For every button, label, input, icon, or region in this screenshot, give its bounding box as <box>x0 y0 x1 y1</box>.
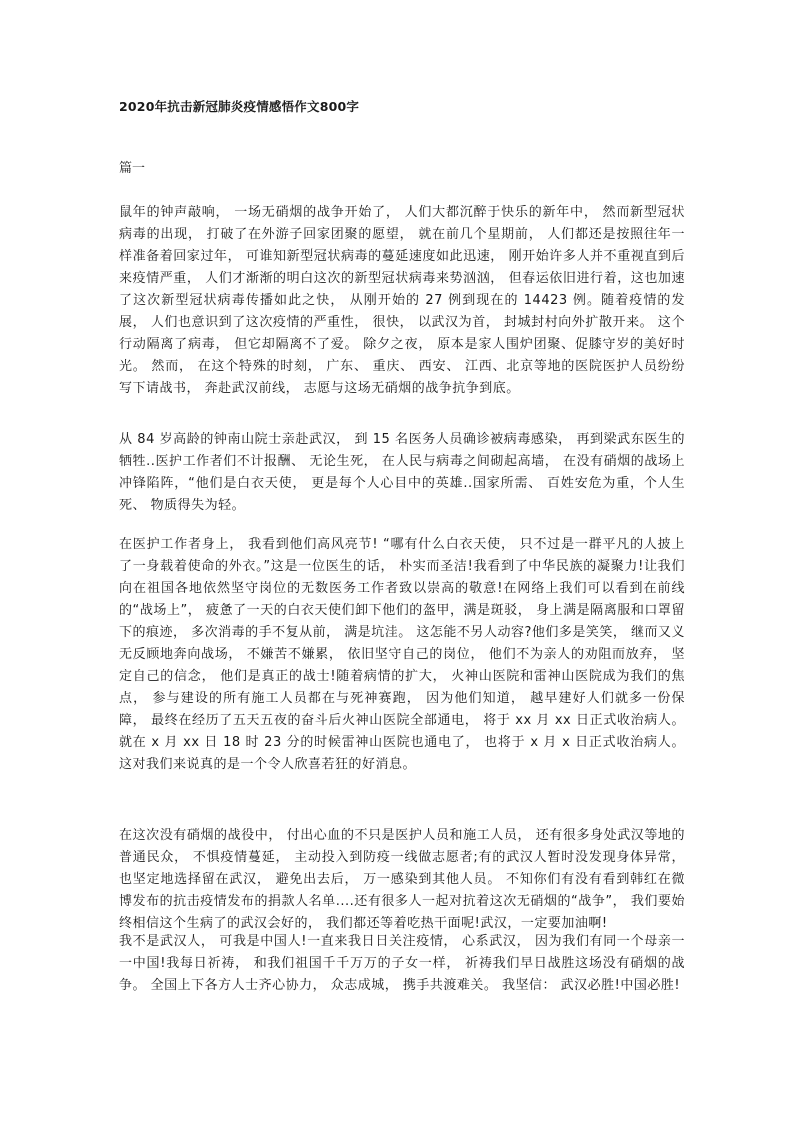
paragraph-4: 在这次没有硝烟的战役中， 付出心血的不只是医护人员和施工人员， 还有很多身处武汉等地的普通民众， 不惧疫情蔓延， 主动投入到防疫一线做志愿者;有的武汉人暂时没发现身体异常， 也坚定地选择留在武汉， 避免出去后， 万一感染到其他人员。 不知你们有没有看到韩红在微博发布的抗击疫情发布的捐款人名单....还有很多人一起对抗着这次无硝烟的“战争”， 我们要始终相信这个生病了的武汉会好的， 我们都还等着吃热干面呢!武汉，一定要加油啊! <box>119 828 685 931</box>
paragraph-5: 我不是武汉人， 可我是中国人!一直来我日日关注疫情， 心系武汉， 因为我们有同一个母亲一一中国!我每日祈祷， 和我们祖国千千万万的子女一样， 祈祷我们早日战胜这场没有硝烟的战争。 全国上下各方人士齐心协力， 众志成城， 携手共渡难关。 我坚信： 武汉必胜!中国必胜! <box>119 934 685 993</box>
paragraph-2: 从 84 岁高龄的钟南山院士亲赴武汉， 到 15 名医务人员确诊被病毒感染， 再到梁武东医生的牺牲..医护工作者们不计报酬、 无论生死， 在人民与病毒之间砌起高墙， 在没有硝烟的战场上冲锋陷阵，“他们是白衣天使， 更是每个人心目中的英雄..国家所需、 百姓安危为重，个人生死、 物质得失为轻。 <box>119 432 685 513</box>
section-heading: 篇一 <box>119 161 146 176</box>
paragraph-3: 在医护工作者身上， 我看到他们高风亮节! “哪有什么白衣天使， 只不过是一群平凡的人披上了一身载着使命的外衣。”这是一位医生的话， 朴实而圣洁!我看到了中华民族的凝聚力!让我们向在祖国各地依然坚守岗位的无数医务工作者致以崇高的敬意!在网络上我们可以看到在前线的“战场上”， 疲惫了一天的白衣天使们卸下他们的盔甲，满是斑驳， 身上满是隔离服和口罩留下的痕迹， 多次消毒的手不复从前， 满是坑洼。 这怎能不另人动容?他们多是笑笑， 继而又义无反顾地奔向战场， 不嫌苦不嫌累， 依旧坚守自己的岗位， 他们不为亲人的劝阻而放弃， 坚定自己的信念， 他们是真正的战士!随着病情的扩大， 火神山医院和雷神山医院成为我们的焦点， 参与建设的所有施工人员都在与死神赛跑， 因为他们知道， 越早建好人们就多一份保障， 最终在经历了五天五夜的奋斗后火神山医院全部通电， 将于 xx 月 xx 日正式收治病人。 就在 x 月 xx 日 18 时 23 分的时候雷神山医院也通电了， 也将于 x 月 x 日正式收治病人。 这对我们来说真的是一个令人欣喜若狂的好消息。 <box>119 537 685 772</box>
document-title: 2020年抗击新冠肺炎疫情感悟作文800字 <box>119 99 360 114</box>
paragraph-1: 鼠年的钟声敲响， 一场无硝烟的战争开始了， 人们大都沉醉于快乐的新年中， 然而新型冠状病毒的出现， 打破了在外游子回家团聚的愿望， 就在前几个星期前， 人们都还是按照往年一样准备着回家过年， 可谁知新型冠状病毒的蔓延速度如此迅速， 刚开始许多人并不重视直到后来疫情严重， 人们才渐渐的明白这次的新型冠状病毒来势汹汹， 但春运依旧进行着，这也加速了这次新型冠状病毒传播如此之快， 从刚开始的 27 例到现在的 14423 例。随着疫情的发展， 人们也意识到了这次疫情的严重性， 很快， 以武汉为首， 封城封村向外扩散开来。 这个行动隔离了病毒， 但它却隔离不了爱。 除夕之夜， 原本是家人围炉团聚、促膝守岁的美好时光。 然而， 在这个特殊的时刻， 广东、 重庆、 西安、 江西、北京等地的医院医护人员纷纷写下请战书， 奔赴武汉前线， 志愿与这场无硝烟的战争抗争到底。 <box>119 205 685 396</box>
